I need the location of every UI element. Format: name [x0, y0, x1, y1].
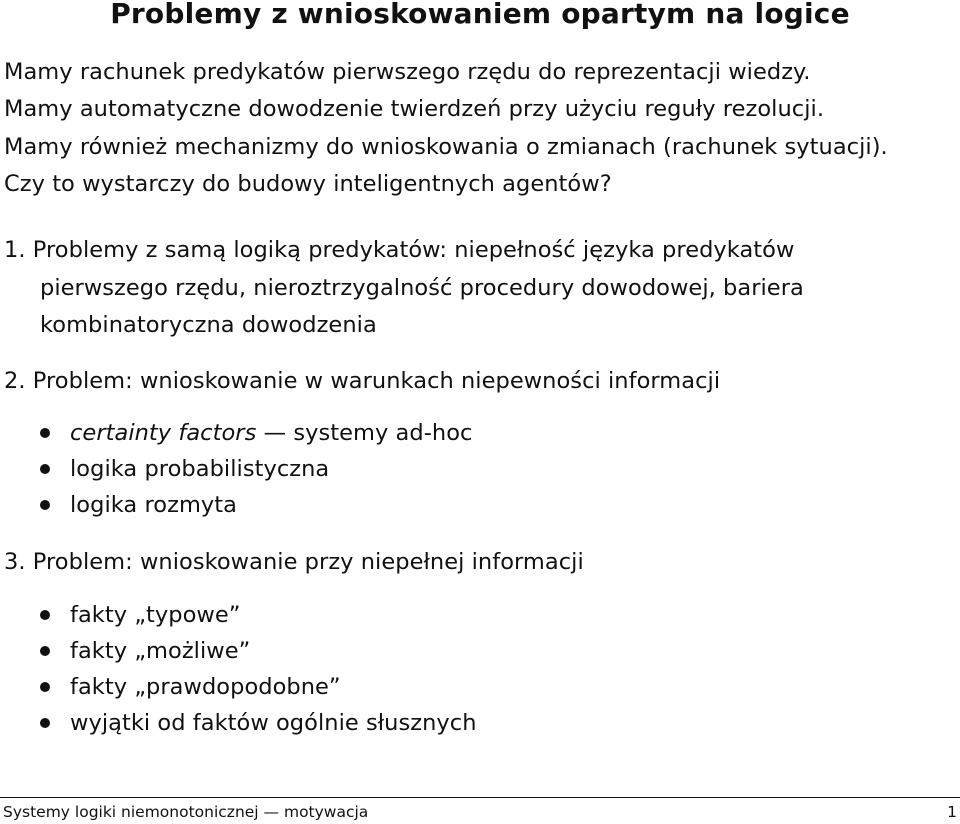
problem-1-line-1: 1. Problemy z samą logiką predykatów: niepełność języka predykatów: [4, 237, 795, 263]
problem-3-bullet-3: [40, 672, 341, 702]
bullet-dot-icon: [40, 718, 50, 728]
bullet-text: logika rozmyta: [70, 492, 237, 518]
bullet-dot-icon: [40, 428, 50, 438]
problem-3-bullet-2: [40, 636, 250, 666]
bullet-text: — systemy ad-hoc: [256, 420, 473, 446]
slide-title: Problemy z wnioskowaniem opartym na logice: [110, 0, 850, 30]
footer-page-number: 1: [947, 803, 957, 821]
bullet-dot-icon: [40, 464, 50, 474]
intro-line-1: Mamy rachunek predykatów pierwszego rzędu do reprezentacji wiedzy.: [4, 59, 811, 85]
bullet-dot-icon: [40, 500, 50, 510]
intro-line-2: Mamy automatyczne dowodzenie twierdzeń przy użyciu reguły rezolucji.: [4, 96, 825, 122]
bullet-text: wyjątki od faktów ogólnie słusznych: [70, 710, 477, 736]
bullet-italic-term: certainty factors: [70, 420, 257, 446]
bullet-dot-icon: [40, 610, 50, 620]
footer-title: Systemy logiki niemonotonicznej — motywacja: [3, 803, 369, 821]
intro-line-3: Mamy również mechanizmy do wnioskowania o zmianach (rachunek sytuacji).: [4, 134, 888, 160]
bullet-text: fakty „możliwe”: [70, 638, 251, 664]
problem-3-bullet-1: [40, 600, 240, 630]
problem-2-heading: 2. Problem: wnioskowanie w warunkach niepewności informacji: [4, 368, 721, 394]
bullet-text: logika probabilistyczna: [70, 456, 330, 482]
bullet-text: fakty „typowe”: [70, 602, 241, 628]
problem-2-bullet-1: [40, 418, 472, 448]
bullet-dot-icon: [40, 682, 50, 692]
problem-2-bullet-3: [40, 490, 237, 520]
problem-3-bullet-4: [40, 708, 477, 738]
problem-1-line-2: pierwszego rzędu, nieroztrzygalność procedury dowodowej, bariera: [40, 275, 804, 301]
problem-3-heading: 3. Problem: wnioskowanie przy niepełnej informacji: [4, 549, 584, 575]
bullet-dot-icon: [40, 646, 50, 656]
problem-2-bullet-2: [40, 454, 329, 484]
footer-divider: [0, 797, 960, 798]
intro-line-4: Czy to wystarczy do budowy inteligentnych agentów?: [4, 171, 612, 197]
bullet-text: fakty „prawdopodobne”: [70, 674, 341, 700]
problem-1-line-3: kombinatoryczna dowodzenia: [40, 312, 377, 338]
